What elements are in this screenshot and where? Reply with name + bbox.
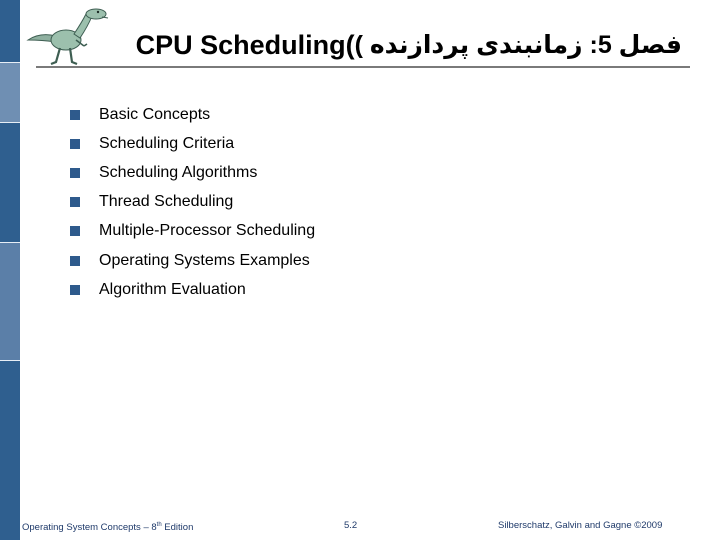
page-number: 5.2 — [344, 520, 358, 531]
bullet-list — [70, 100, 315, 304]
bullet-text: Basic Concepts — [99, 105, 211, 123]
footer-copyright: Silberschatz, Galvin and Gagne ©2009 — [498, 520, 663, 531]
list-item — [70, 158, 315, 187]
bullet-text: Operating Systems Examples — [99, 251, 310, 269]
bullet-text: Scheduling Algorithms — [99, 163, 258, 181]
list-item — [70, 217, 315, 246]
bullet-square-icon — [70, 226, 80, 236]
bullet-text: Multiple-Processor Scheduling — [99, 222, 316, 240]
list-item — [70, 100, 315, 129]
bullet-square-icon — [70, 139, 80, 149]
bullet-text: Scheduling Criteria — [99, 134, 235, 152]
dinosaur-icon — [26, 4, 116, 66]
footer-book-title: Operating System Concepts – 8th Edition — [22, 522, 194, 534]
list-item — [70, 275, 315, 304]
slide-title — [112, 25, 686, 65]
list-item — [70, 246, 315, 275]
bullet-square-icon — [70, 168, 80, 178]
title-persian: فصل 5: زمانبندی پردازنده ) — [354, 31, 682, 59]
bullet-square-icon — [70, 256, 80, 266]
bullet-square-icon — [70, 197, 80, 207]
list-item — [70, 188, 315, 217]
list-item — [70, 129, 315, 158]
bullet-square-icon — [70, 110, 80, 120]
title-english: CPU Scheduling( — [135, 29, 355, 60]
title-divider — [36, 66, 690, 68]
bullet-text: Algorithm Evaluation — [99, 280, 246, 298]
left-sidebar — [0, 0, 20, 540]
bullet-square-icon — [70, 285, 80, 295]
bullet-text: Thread Scheduling — [99, 193, 234, 211]
